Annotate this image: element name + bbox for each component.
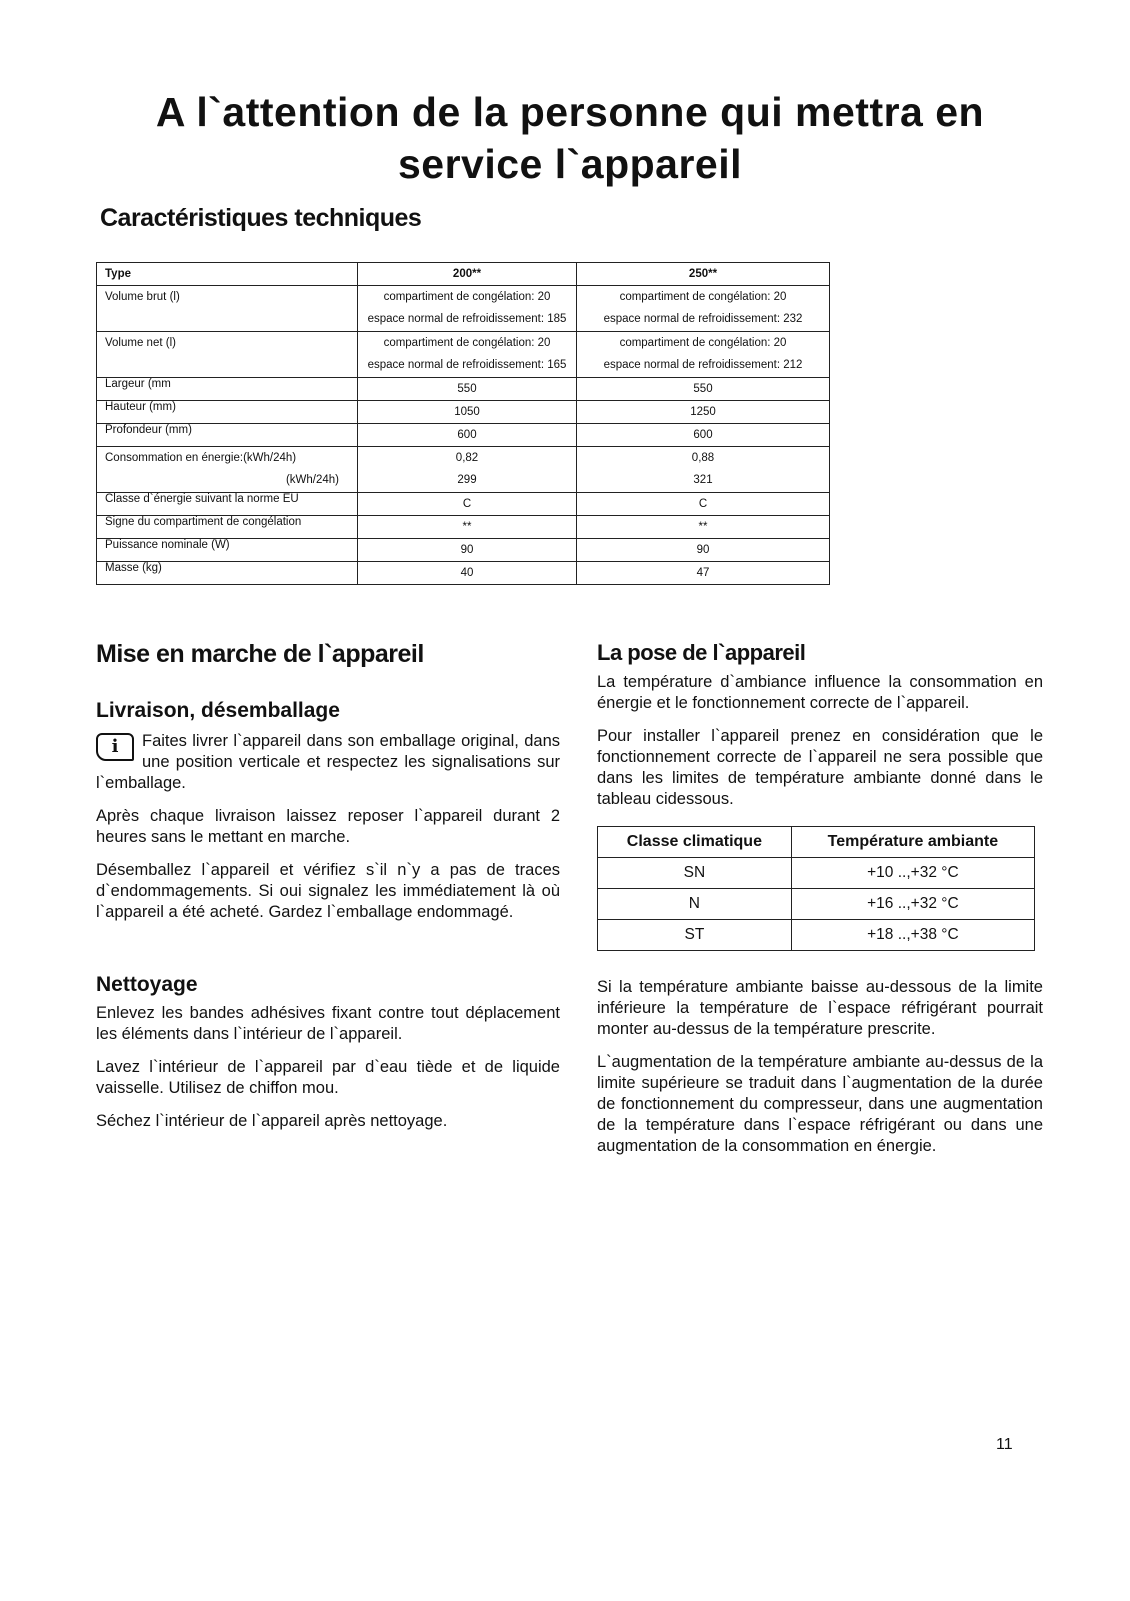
climate-row — [598, 920, 1035, 951]
delivery-paragraph-2: Après chaque livraison laissez reposer l`appareil durant 2 heures sans le mettant en marche. — [96, 807, 560, 846]
pose-paragraph-3: Si la température ambiante baisse au-dessous de la limite inférieure la température de l`espace réfrigérant pourrait monter au-dessus de la température prescrite. — [597, 978, 1043, 1038]
section-heading-mise-en-marche: Mise en marche de l`appareil — [96, 640, 424, 668]
right-column — [597, 640, 1043, 1157]
specs-value: 550 — [358, 378, 577, 401]
cleaning-paragraph-2: Lavez l`intérieur de l`appareil par d`eau tiède et de liquide vaisselle. Utilisez de chiffon mou. — [96, 1058, 560, 1097]
specs-header-row — [97, 263, 830, 286]
delivery-paragraph-1: i Faites livrer l`appareil dans son emballage original, dans une position verticale et respectez les signalisations sur l`emballage. — [96, 732, 560, 792]
specs-row-largeur — [97, 378, 830, 401]
climate-row — [598, 889, 1035, 920]
specs-row-signe — [97, 516, 830, 539]
subheading-nettoyage: Nettoyage — [96, 973, 198, 996]
specs-value: 1250 — [577, 401, 830, 424]
climate-temp: +18 ..,+38 °C — [791, 920, 1034, 951]
specs-value: 1050 — [358, 401, 577, 424]
specs-value: 90 — [358, 539, 577, 562]
specs-row-puissance — [97, 539, 830, 562]
specs-label: Signe du compartiment de congélation — [97, 516, 358, 539]
specs-heading: Caractéristiques techniques — [100, 204, 422, 232]
specs-value: 47 — [577, 562, 830, 585]
climate-class: SN — [598, 858, 792, 889]
climate-header-temp: Température ambiante — [791, 827, 1034, 858]
specs-label: Volume net (l) — [97, 332, 358, 378]
specs-value: compartiment de congélation: 20 espace normal de refroidissement: 232 — [577, 286, 830, 332]
climate-class: N — [598, 889, 792, 920]
title-line-2: service l`appareil — [397, 141, 743, 187]
climate-temp: +10 ..,+32 °C — [791, 858, 1034, 889]
page-number: 11 — [996, 1436, 1013, 1453]
specs-row-profondeur — [97, 424, 830, 447]
specs-header-200: 200** — [358, 263, 577, 286]
specs-label: Consommation en énergie:(kWh/24h) (kWh/24h) — [97, 447, 358, 493]
specs-value: 90 — [577, 539, 830, 562]
specs-row-volume-net — [97, 332, 830, 378]
specs-row-hauteur — [97, 401, 830, 424]
specs-label: Profondeur (mm) — [97, 424, 358, 447]
specs-row-consommation — [97, 447, 830, 493]
specs-label: Largeur (mm — [97, 378, 358, 401]
specs-value: compartiment de congélation: 20 espace normal de refroidissement: 212 — [577, 332, 830, 378]
left-column — [96, 640, 560, 1132]
cleaning-paragraph-3: Séchez l`intérieur de l`appareil après nettoyage. — [96, 1112, 448, 1130]
pose-paragraph-1: La température d`ambiance influence la consommation en énergie et le fonctionnement correcte de l`appareil. — [597, 673, 1043, 712]
specs-value: C — [358, 493, 577, 516]
specs-row-volume-brut — [97, 286, 830, 332]
delivery-paragraph-3: Désemballez l`appareil et vérifiez s`il n`y a pas de traces d`endommagements. Si oui signalez les immédiatement là où l`appareil a été acheté. Gardez l`emballage endommagé. — [96, 861, 560, 921]
page-title — [90, 86, 1050, 190]
subheading-livraison: Livraison, désemballage — [96, 699, 340, 722]
section-heading-pose: La pose de l`appareil — [597, 640, 806, 665]
specs-label: Hauteur (mm) — [97, 401, 358, 424]
specs-header-250: 250** — [577, 263, 830, 286]
climate-table — [597, 826, 1035, 951]
specs-value: 40 — [358, 562, 577, 585]
pose-paragraph-2: Pour installer l`appareil prenez en considération que le fonctionnement correcte de l`appareil ne sera possible que dans les limites de température ambiante donné dans le tableau cidessous. — [597, 727, 1043, 808]
cleaning-paragraph-1: Enlevez les bandes adhésives fixant contre tout déplacement les éléments dans l`intérieur de l`appareil. — [96, 1004, 560, 1043]
specs-value: ** — [577, 516, 830, 539]
specs-value: compartiment de congélation: 20 espace normal de refroidissement: 165 — [358, 332, 577, 378]
climate-temp: +16 ..,+32 °C — [791, 889, 1034, 920]
info-icon: i — [96, 733, 134, 761]
climate-header-row — [598, 827, 1035, 858]
specs-value: 550 — [577, 378, 830, 401]
climate-class: ST — [598, 920, 792, 951]
specs-row-classe — [97, 493, 830, 516]
specs-row-masse — [97, 562, 830, 585]
pose-paragraph-4: L`augmentation de la température ambiante au-dessus de la limite supérieure se traduit dans l`augmentation de la durée de fonctionnement du compresseur, dans une augmentation de la température dans l`espace réfrigérant ou dans une augmentation de la consommation en énergie. — [597, 1053, 1043, 1155]
climate-header-class: Classe climatique — [598, 827, 792, 858]
title-line-1: A l`attention de la personne qui mettra en — [155, 89, 985, 135]
specs-value: 600 — [358, 424, 577, 447]
specs-header-type: Type — [97, 263, 358, 286]
specs-table — [96, 262, 830, 585]
specs-value: 0,88 321 — [577, 447, 830, 493]
specs-value: 600 — [577, 424, 830, 447]
specs-value: 0,82 299 — [358, 447, 577, 493]
specs-value: C — [577, 493, 830, 516]
climate-row — [598, 858, 1035, 889]
specs-label: Puissance nominale (W) — [97, 539, 358, 562]
specs-label: Classe d`énergie suivant la norme EU — [97, 493, 358, 516]
specs-value: compartiment de congélation: 20 espace normal de refroidissement: 185 — [358, 286, 577, 332]
specs-label: Masse (kg) — [97, 562, 358, 585]
specs-value: ** — [358, 516, 577, 539]
specs-label: Volume brut (l) — [97, 286, 358, 332]
